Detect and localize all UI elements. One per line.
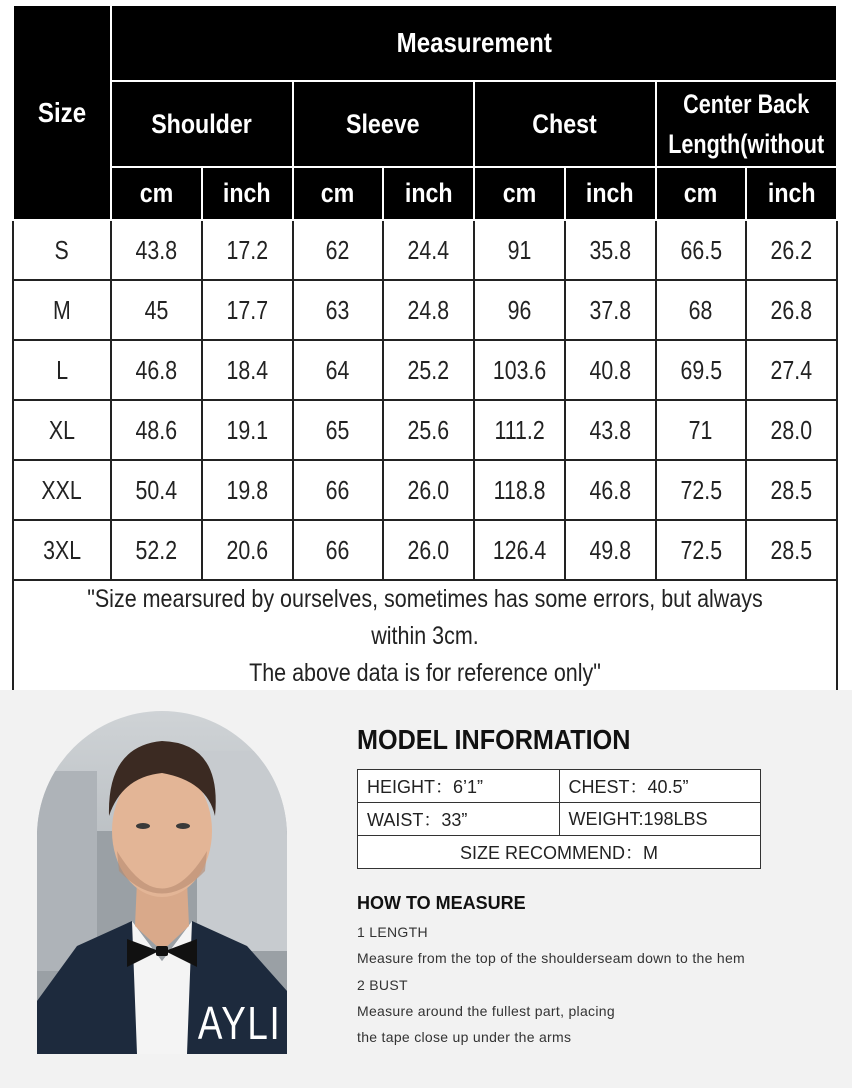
table-cell: 26.0 — [383, 460, 474, 520]
unit-header: cm — [293, 167, 384, 220]
table-cell: 68 — [656, 280, 747, 340]
table-cell: 24.4 — [383, 220, 474, 280]
table-cell: 96 — [474, 280, 565, 340]
measurement-header: Measurement — [111, 5, 837, 81]
table-row — [13, 340, 837, 400]
unit-header: inch — [565, 167, 656, 220]
table-cell: 43.8 — [111, 220, 202, 280]
unit-header: cm — [474, 167, 565, 220]
size-chart-table — [12, 4, 838, 694]
size-cell: XXL — [13, 460, 111, 520]
how-to-measure-title: HOW TO MEASURE — [357, 893, 526, 913]
table-row — [13, 280, 837, 340]
brand-logo: AYLI — [197, 997, 281, 1049]
note-line-2: The above data is for reference only" — [249, 659, 601, 687]
note-line-1: "Size mearsured by ourselves, sometimes has some errors, but always within 3cm. — [87, 585, 763, 650]
table-row — [358, 803, 761, 836]
table-cell: 26.8 — [746, 280, 837, 340]
model-chest: CHEST：40.5” — [559, 770, 761, 803]
model-info-title: MODEL INFORMATION — [357, 724, 631, 755]
table-cell: 72.5 — [656, 460, 747, 520]
chest-header: Chest — [474, 81, 656, 167]
table-cell: 50.4 — [111, 460, 202, 520]
table-cell: 62 — [293, 220, 384, 280]
table-cell: 63 — [293, 280, 384, 340]
unit-header: cm — [111, 167, 202, 220]
measure-step-length: 1 LENGTH — [357, 924, 428, 940]
table-cell: 46.8 — [111, 340, 202, 400]
table-cell: 45 — [111, 280, 202, 340]
table-row — [13, 220, 837, 280]
table-row — [358, 770, 761, 803]
table-row — [13, 520, 837, 580]
measure-bust-desc-1: Measure around the fullest part, placing — [357, 1003, 615, 1019]
table-cell: 25.2 — [383, 340, 474, 400]
table-cell: 26.0 — [383, 520, 474, 580]
model-height: HEIGHT：6’1” — [358, 770, 560, 803]
table-cell: 65 — [293, 400, 384, 460]
table-cell: 66 — [293, 520, 384, 580]
table-cell: 91 — [474, 220, 565, 280]
size-header: Size — [13, 5, 111, 220]
table-cell: 72.5 — [656, 520, 747, 580]
table-cell: 66.5 — [656, 220, 747, 280]
size-cell: M — [13, 280, 111, 340]
table-cell: 37.8 — [565, 280, 656, 340]
model-info-table — [357, 769, 761, 869]
table-cell: 25.6 — [383, 400, 474, 460]
table-cell: 126.4 — [474, 520, 565, 580]
measurement-note — [13, 580, 837, 693]
table-cell: 103.6 — [474, 340, 565, 400]
table-cell: 26.2 — [746, 220, 837, 280]
size-cell: L — [13, 340, 111, 400]
model-section — [0, 690, 852, 1088]
table-row — [13, 400, 837, 460]
table-cell: 20.6 — [202, 520, 293, 580]
shoulder-header: Shoulder — [111, 81, 293, 167]
unit-header: cm — [656, 167, 747, 220]
table-row — [358, 836, 761, 869]
table-cell: 48.6 — [111, 400, 202, 460]
table-cell: 43.8 — [565, 400, 656, 460]
measure-step-bust: 2 BUST — [357, 977, 408, 993]
table-cell: 17.2 — [202, 220, 293, 280]
table-cell: 24.8 — [383, 280, 474, 340]
model-waist: WAIST：33” — [358, 803, 560, 836]
table-cell: 46.8 — [565, 460, 656, 520]
unit-header: inch — [383, 167, 474, 220]
model-photo — [37, 711, 287, 1054]
unit-header: inch — [202, 167, 293, 220]
table-cell: 49.8 — [565, 520, 656, 580]
table-cell: 19.8 — [202, 460, 293, 520]
unit-header: inch — [746, 167, 837, 220]
size-recommend: SIZE RECOMMEND：M — [358, 836, 761, 869]
table-cell: 111.2 — [474, 400, 565, 460]
center-back-length-header: Center Back Length(without — [656, 81, 838, 167]
table-cell: 17.7 — [202, 280, 293, 340]
table-row — [13, 460, 837, 520]
table-cell: 52.2 — [111, 520, 202, 580]
measure-length-desc: Measure from the top of the shoulderseam down to the hem — [357, 950, 746, 966]
table-cell: 35.8 — [565, 220, 656, 280]
note-row — [13, 580, 837, 693]
table-cell: 19.1 — [202, 400, 293, 460]
size-cell: XL — [13, 400, 111, 460]
table-cell: 40.8 — [565, 340, 656, 400]
model-weight: WEIGHT:198LBS — [559, 803, 761, 836]
table-cell: 64 — [293, 340, 384, 400]
table-cell: 71 — [656, 400, 747, 460]
table-cell: 69.5 — [656, 340, 747, 400]
size-cell: S — [13, 220, 111, 280]
table-cell: 28.5 — [746, 520, 837, 580]
table-cell: 18.4 — [202, 340, 293, 400]
table-cell: 27.4 — [746, 340, 837, 400]
table-cell: 28.0 — [746, 400, 837, 460]
table-cell: 118.8 — [474, 460, 565, 520]
sleeve-header: Sleeve — [293, 81, 475, 167]
size-cell: 3XL — [13, 520, 111, 580]
table-cell: 66 — [293, 460, 384, 520]
measure-bust-desc-2: the tape close up under the arms — [357, 1029, 572, 1045]
table-cell: 28.5 — [746, 460, 837, 520]
